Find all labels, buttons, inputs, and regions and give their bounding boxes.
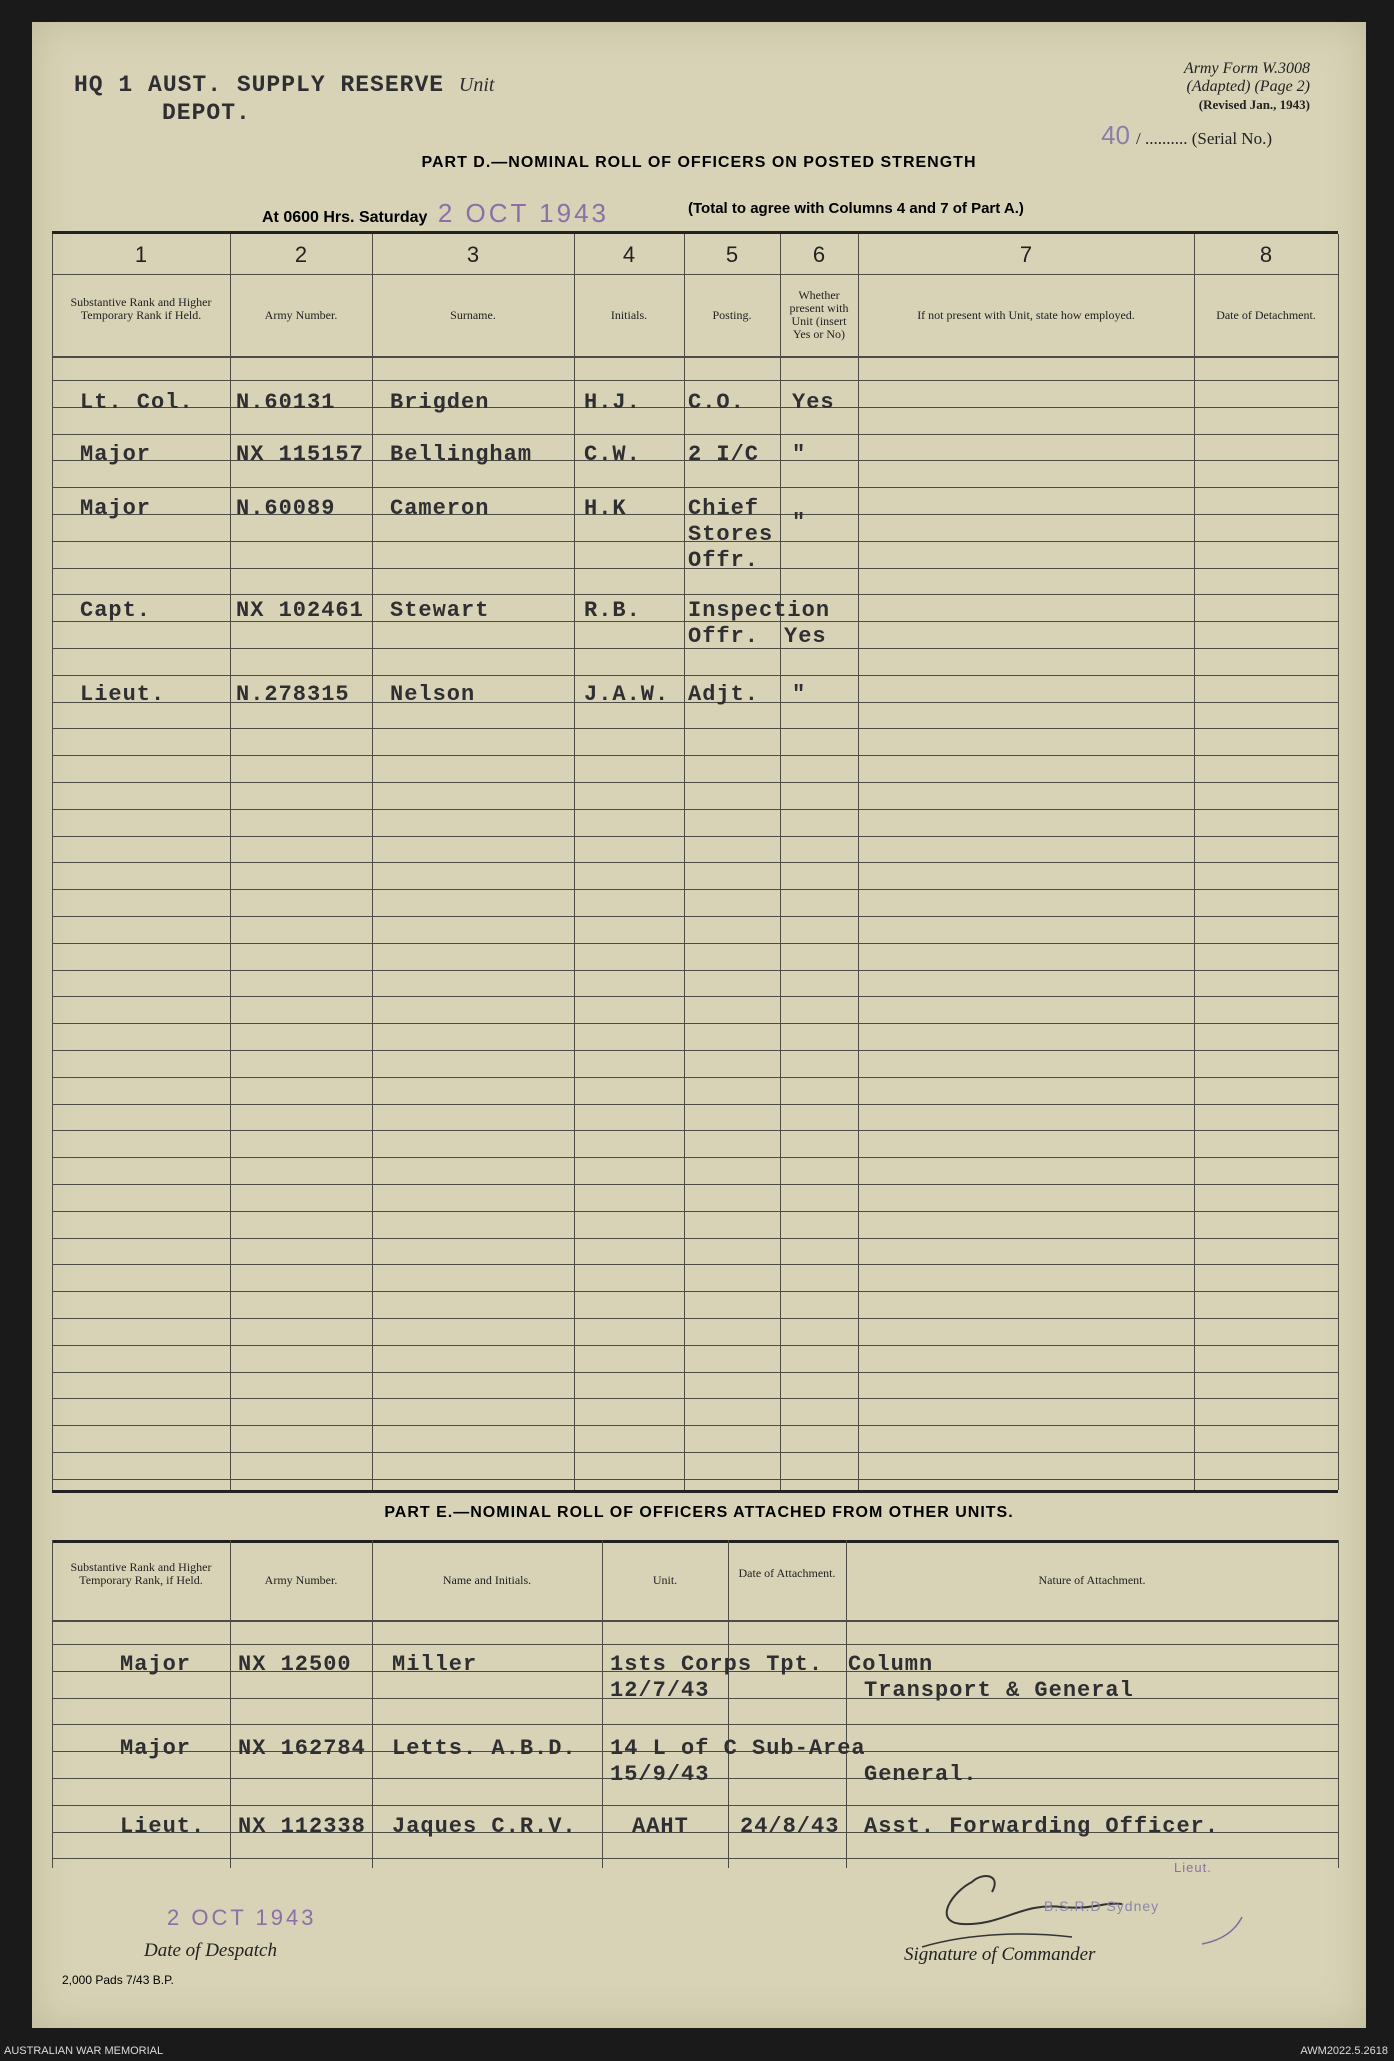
ruled-line <box>52 1238 1338 1239</box>
signature-label: Signature of Commander <box>904 1944 1096 1965</box>
column-number: 7 <box>1019 242 1033 267</box>
at-label: At 0600 Hrs. Saturday <box>262 209 428 226</box>
form-revised: (Revised Jan., 1943) <box>1198 97 1310 112</box>
present-cell: " <box>792 510 807 535</box>
rank-cell: Major <box>80 442 152 467</box>
column-header: Substantive Rank and Higher Temporary Rank if Held. <box>70 294 212 322</box>
army-number-cell: NX 102461 <box>236 598 364 623</box>
unit-cell: 14 L of C Sub-Area <box>610 1736 866 1761</box>
rank-cell: Lt. Col. <box>80 390 194 415</box>
bottom-rule <box>52 1490 1338 1493</box>
ruled-line <box>52 594 1338 595</box>
ruled-line <box>52 675 1338 676</box>
ruled-line <box>52 1077 1338 1078</box>
posting-cell: Stores <box>688 522 774 547</box>
date-cell: 12/7/43 <box>610 1678 710 1703</box>
posting-cell: Chief <box>688 496 760 521</box>
col-divider <box>372 1540 373 1868</box>
col-divider <box>728 1540 729 1868</box>
despatch-label: Date of Despatch <box>144 1940 277 1961</box>
initials-cell: J.A.W. <box>584 682 670 707</box>
header-divider <box>52 274 1338 275</box>
part-e-title: PART E.—NOMINAL ROLL OF OFFICERS ATTACHED FROM OTHER UNITS. <box>384 1504 1014 1521</box>
posting-cell: Adjt. <box>688 682 760 707</box>
col-divider <box>52 1540 53 1868</box>
initials-cell: H.J. <box>584 390 641 415</box>
unit-name-line2: DEPOT. <box>162 100 251 126</box>
serial-number <box>1101 120 1272 151</box>
initials-cell: R.B. <box>584 598 641 623</box>
column-header: If not present with Unit, state how employed. <box>917 307 1135 322</box>
name-cell: Jaques C.R.V. <box>392 1814 577 1839</box>
col-divider <box>1338 234 1339 1490</box>
column-number: 4 <box>622 242 636 267</box>
print-note: 2,000 Pads 7/43 B.P. <box>62 1973 174 1987</box>
ruled-line <box>52 996 1338 997</box>
caption-right: AWM2022.5.2618 <box>1300 2045 1388 2057</box>
unit-cell: AAHT <box>632 1814 689 1839</box>
column-number: 1 <box>134 242 148 267</box>
date-stamp: 2 OCT 1943 <box>437 198 610 228</box>
column-number: 2 <box>294 242 308 267</box>
ruled-line <box>52 1184 1338 1185</box>
ruled-line <box>52 943 1338 944</box>
ruled-line <box>52 782 1338 783</box>
column-header: Army Number. <box>264 307 338 322</box>
col-divider <box>602 1540 603 1868</box>
unit-cell: Column <box>848 1652 934 1677</box>
nature-cell: General. <box>864 1762 978 1787</box>
rank-cell: Capt. <box>80 598 152 623</box>
army-number-cell: NX 115157 <box>236 442 364 467</box>
nature-cell: Asst. Forwarding Officer. <box>864 1814 1220 1839</box>
army-number-cell: NX 112338 <box>238 1814 366 1839</box>
ruled-line <box>52 889 1338 890</box>
column-header: Posting. <box>712 307 752 322</box>
header-bottom <box>52 1620 1338 1622</box>
posting-cell: Offr. <box>688 624 760 649</box>
form-page <box>32 22 1366 2028</box>
present-cell: " <box>792 442 807 467</box>
column-header: Date of Detachment. <box>1216 307 1316 322</box>
date-cell: 15/9/43 <box>610 1762 710 1787</box>
surname-cell: Brigden <box>390 390 490 415</box>
column-header: Substantive Rank and Higher Temporary Rank, if Held. <box>70 1559 212 1587</box>
ruled-line <box>52 434 1338 435</box>
ruled-line <box>52 916 1338 917</box>
column-number: 3 <box>466 242 480 267</box>
ruled-line <box>52 1211 1338 1212</box>
ruled-line <box>52 1023 1338 1024</box>
rank-cell: Major <box>120 1736 192 1761</box>
column-number: 5 <box>725 242 739 267</box>
rank-cell: Major <box>80 496 152 521</box>
column-header: Army Number. <box>264 1572 338 1587</box>
ruled-line <box>52 380 1338 381</box>
column-header: Unit. <box>652 1572 678 1587</box>
ruled-line <box>52 1724 1338 1725</box>
surname-cell: Bellingham <box>390 442 533 467</box>
initials-cell: H.K <box>584 496 627 521</box>
unit-name: HQ 1 AUST. SUPPLY RESERVE Unit <box>74 72 495 98</box>
ruled-line <box>52 1644 1338 1645</box>
serial-value: 40 <box>1101 120 1131 150</box>
name-cell: Miller <box>392 1652 478 1677</box>
posting-cell: Offr. <box>688 548 760 573</box>
ruled-line <box>52 862 1338 863</box>
surname-cell: Stewart <box>390 598 490 623</box>
ruled-line <box>52 1372 1338 1373</box>
form-adapted: (Adapted) (Page 2) <box>1186 78 1310 95</box>
column-header: Nature of Attachment. <box>1038 1572 1146 1587</box>
ruled-line <box>52 728 1338 729</box>
ruled-line <box>52 1805 1338 1806</box>
column-number: 8 <box>1259 242 1273 267</box>
unit-cell: 1sts Corps Tpt. <box>610 1652 824 1677</box>
army-number-cell: NX 12500 <box>238 1652 352 1677</box>
caption-left: AUSTRALIAN WAR MEMORIAL <box>4 2045 164 2057</box>
ruled-line <box>52 1425 1338 1426</box>
ruled-line <box>52 1479 1338 1480</box>
despatch-stamp: 2 OCT 1943 <box>167 1905 317 1930</box>
part-d-title: PART D.—NOMINAL ROLL OF OFFICERS ON POSTED STRENGTH <box>421 154 977 171</box>
posting-cell: Inspection <box>688 598 831 623</box>
serial-label: / .......... (Serial No.) <box>1136 129 1272 148</box>
top-rule <box>52 231 1338 234</box>
unit-label: Unit <box>458 74 495 96</box>
ruled-line <box>52 1264 1338 1265</box>
army-number-cell: N.60089 <box>236 496 336 521</box>
column-header: Name and Initials. <box>442 1572 532 1587</box>
rank-cell: Major <box>120 1652 192 1677</box>
form-reference <box>1184 60 1310 114</box>
header-bottom <box>52 356 1338 358</box>
ruled-line <box>52 1398 1338 1399</box>
col-divider <box>230 1540 231 1868</box>
surname-cell: Cameron <box>390 496 490 521</box>
ruled-line <box>52 487 1338 488</box>
column-header: Initials. <box>610 307 648 322</box>
sig-place-stamp: B.S.R.D Sydney <box>1044 1898 1160 1914</box>
rank-cell: Lieut. <box>120 1814 206 1839</box>
posting-cell: 2 I/C <box>688 442 760 467</box>
sig-rank-stamp: Lieut. <box>1174 1860 1212 1875</box>
ruled-line <box>52 809 1338 810</box>
ruled-line <box>52 1345 1338 1346</box>
column-header: Whether present with Unit (insert Yes or No) <box>789 288 849 341</box>
posting-cell: C.O. <box>688 390 745 415</box>
ruled-line <box>52 1130 1338 1131</box>
army-number-cell: NX 162784 <box>238 1736 366 1761</box>
army-number-cell: N.60131 <box>236 390 336 415</box>
top-rule <box>52 1540 1338 1543</box>
col-divider <box>1338 1540 1339 1868</box>
total-note: (Total to agree with Columns 4 and 7 of Part A.) <box>688 200 1024 217</box>
column-header: Surname. <box>450 307 496 322</box>
ruled-line <box>52 1452 1338 1453</box>
present-cell: Yes <box>792 390 835 415</box>
army-number-cell: N.278315 <box>236 682 350 707</box>
ruled-line <box>52 1157 1338 1158</box>
ruled-line <box>52 1104 1338 1105</box>
surname-cell: Nelson <box>390 682 476 707</box>
col-divider <box>846 1540 847 1868</box>
column-number: 6 <box>812 242 826 267</box>
ruled-line <box>52 1291 1338 1292</box>
present-cell: " <box>792 682 807 707</box>
ruled-line <box>52 1050 1338 1051</box>
form-number: Army Form W.3008 <box>1183 60 1310 77</box>
ruled-line <box>52 1318 1338 1319</box>
ruled-line <box>52 836 1338 837</box>
at-time-line <box>262 198 615 229</box>
rank-cell: Lieut. <box>80 682 166 707</box>
column-header: Date of Attachment. <box>738 1566 836 1580</box>
initials-cell: C.W. <box>584 442 641 467</box>
nature-cell: Transport & General <box>864 1678 1134 1703</box>
ruled-line <box>52 755 1338 756</box>
name-cell: Letts. A.B.D. <box>392 1736 577 1761</box>
ruled-line <box>52 970 1338 971</box>
ruled-line <box>52 1858 1338 1859</box>
date-cell: 24/8/43 <box>740 1814 840 1839</box>
present-cell: Yes <box>784 624 827 649</box>
